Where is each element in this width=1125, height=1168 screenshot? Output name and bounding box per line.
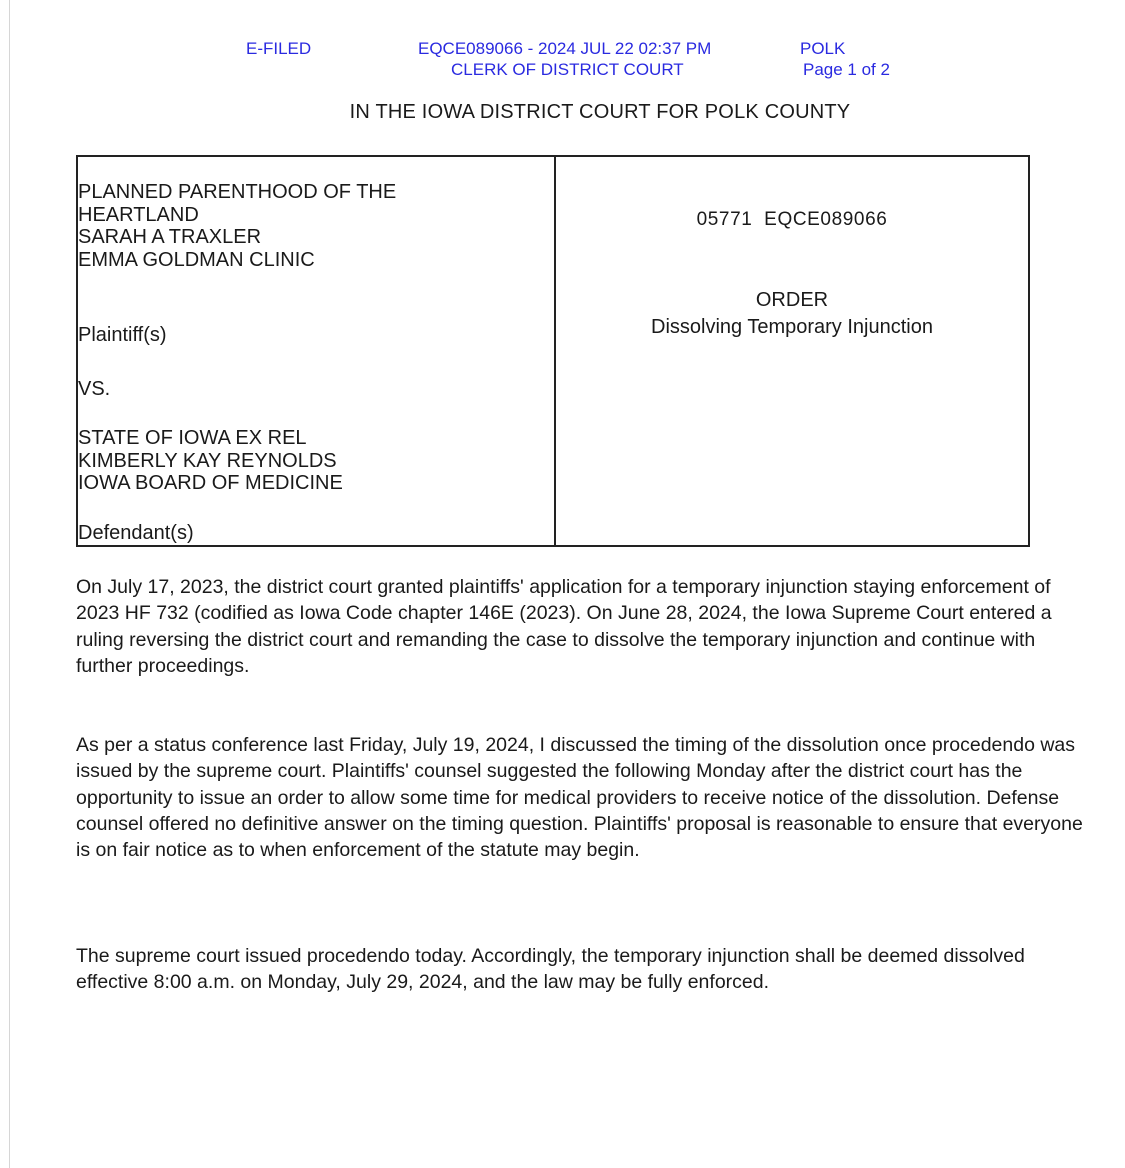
order-paragraph-2: As per a status conference last Friday, July 19, 2024, I discussed the timing of the dissolution once procedendo was issued by the supreme court. Plaintiffs' counsel suggested the following Monday after the district court has the opportunity to issue an order to allow some time for medical providers to receive notice of the dissolution. Defense counsel offered no definitive answer on the timing question. Plaintiffs' proposal is reasonable to ensure that everyone is on fair notice as to when enforcement of the statute may begin. xyxy=(76,734,1083,862)
plaintiff-name: HEARTLAND xyxy=(78,203,199,226)
case-info-panel xyxy=(556,157,1028,545)
order-title: ORDER xyxy=(755,289,829,311)
case-number: 05771 EQCE089066 xyxy=(696,209,888,230)
court-title: IN THE IOWA DISTRICT COURT FOR POLK COUNTY xyxy=(349,101,851,123)
plaintiff-name: EMMA GOLDMAN CLINIC xyxy=(78,248,315,271)
defendant-name: STATE OF IOWA EX REL xyxy=(78,427,307,449)
plaintiff-name: SARAH A TRAXLER xyxy=(78,226,262,248)
page-left-edge xyxy=(9,0,10,1168)
county-label: POLK xyxy=(800,39,846,58)
clerk-label: CLERK OF DISTRICT COURT xyxy=(451,60,684,79)
plaintiff-label: Plaintiff(s) xyxy=(78,324,167,346)
order-paragraph-3: The supreme court issued procedendo today. Accordingly, the temporary injunction shall be deemed dissolved effective 8:00 a.m. on Monday, July 29, 2024, and the law may be fully enforced. xyxy=(76,945,1025,994)
page-indicator: Page 1 of 2 xyxy=(803,60,890,79)
plaintiff-names xyxy=(78,181,396,271)
defendant-names xyxy=(78,427,343,495)
order-subtitle: Dissolving Temporary Injunction xyxy=(651,316,933,338)
defendant-name: KIMBERLY KAY REYNOLDS xyxy=(78,449,337,472)
versus-label: VS. xyxy=(78,378,111,400)
case-caption xyxy=(76,155,1030,547)
defendant-name: IOWA BOARD OF MEDICINE xyxy=(78,472,343,494)
case-timestamp: EQCE089066 - 2024 JUL 22 02:37 PM xyxy=(418,39,712,58)
efiled-label: E-FILED xyxy=(246,39,312,58)
defendant-label: Defendant(s) xyxy=(78,522,194,544)
plaintiff-name: PLANNED PARENTHOOD OF THE xyxy=(78,181,397,203)
order-paragraph-1: On July 17, 2023, the district court granted plaintiffs' application for a temporary injunction staying enforcement of 2023 HF 732 (codified as Iowa Code chapter 146E (2023). On June 28, 2024, the Iowa Supreme Court entered a ruling reversing the district court and remanding the case to dissolve the temporary injunction and continue with further proceedings. xyxy=(76,576,1052,677)
parties-panel xyxy=(78,157,556,545)
